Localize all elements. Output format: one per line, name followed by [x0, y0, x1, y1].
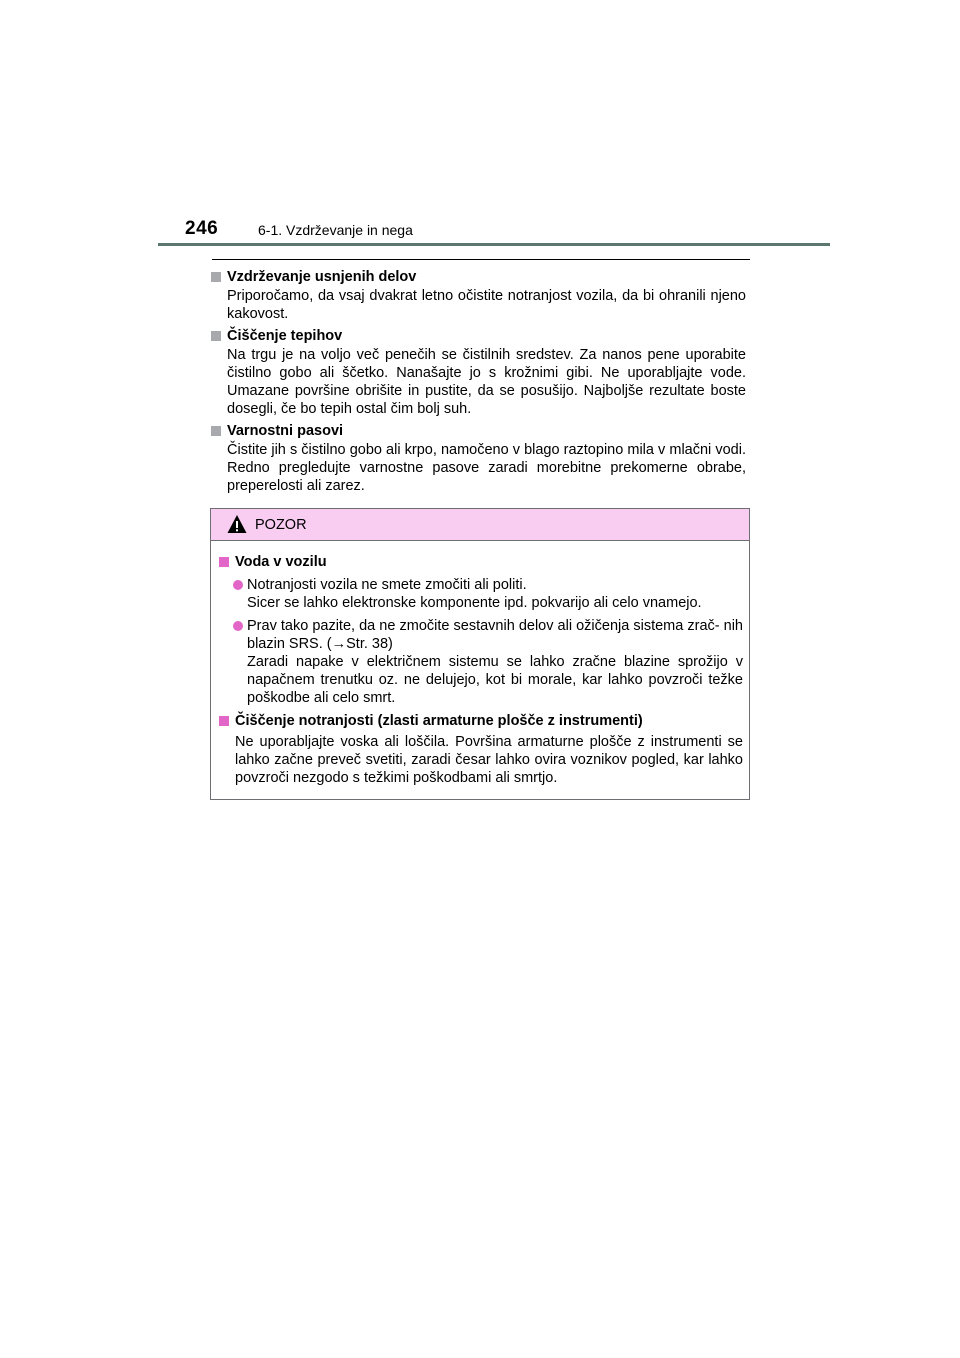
warning-triangle-icon	[227, 514, 247, 534]
warning-heading: Voda v vozilu	[235, 554, 327, 570]
square-bullet-icon	[219, 557, 229, 567]
square-bullet-icon	[219, 716, 229, 726]
section-heading: Varnostni pasovi	[227, 423, 344, 439]
warning-paragraph: Ne uporabljajte voska ali loščila. Površina armaturne plošče z instrumenti se lahko začne preveč svetiti, zaradi česar lahko ovira voznikov pogled, kar lahko povzroči nezgodo s težkimi poškodbami ali smrtjo.	[235, 734, 743, 786]
warning-heading: Čiščenje notranjosti (zlasti armaturne plošče z instrumenti)	[235, 713, 643, 729]
square-bullet-icon	[211, 331, 221, 341]
section-heading: Vzdrževanje usnjenih delov	[227, 269, 417, 285]
section-body: Na trgu je na voljo več penečih se čistilnih sredstev. Za nanos pene uporabite čistilno gobo ali ščetko. Nanašajte jo s krožnimi gibi. Ne uporabljajte vode. Umazane površine obrišite in pustite, da se posušijo. Najboljše rezultate boste dosegli, če bo tepih ostal čim bolj suh.	[227, 347, 746, 417]
content-divider	[212, 259, 750, 260]
warning-item: Prav tako pazite, da ne zmočite sestavnih delov ali ožičenja sistema zrač- nih blazin SRS. (→Str. 38) Zaradi napake v električnem sistemu se lahko zračne blazine sprožijo v napačnem trenutku oz. ne delujejo, kot bi morale, kar lahko povzroči težke poškodbe ali celo smrt.	[218, 617, 743, 707]
square-bullet-icon	[211, 272, 221, 282]
warning-item: Notranjosti vozila ne smete zmočiti ali politi. Sicer se lahko elektronske komponente ipd. pokvarijo ali celo vnamejo.	[218, 576, 743, 612]
section-heading: Čiščenje tepihov	[227, 328, 343, 344]
square-bullet-icon	[211, 426, 221, 436]
section-carpets	[210, 327, 746, 418]
main-content	[210, 264, 746, 499]
warning-title: POZOR	[255, 517, 307, 533]
warning-header	[211, 509, 749, 541]
circle-bullet-icon	[233, 580, 243, 590]
section-seatbelts	[210, 422, 746, 495]
section-body: Priporočamo, da vsaj dvakrat letno očistite notranjost vozila, da bi ohranili njeno kakovost.	[227, 288, 746, 322]
warning-box	[210, 508, 750, 800]
section-leather	[210, 268, 746, 323]
section-title: 6-1. Vzdrževanje in nega	[258, 222, 413, 238]
arrow-icon: →	[331, 636, 347, 652]
section-body: Čistite jih s čistilno gobo ali krpo, namočeno v blago raztopino mila v mlačni vodi. Redno pregledujte varnostne pasove zaradi morebitne prekomerne obrabe, preperelosti ali zarez.	[227, 442, 746, 494]
warning-body	[211, 541, 749, 787]
page-number: 246	[185, 218, 219, 239]
header-divider	[158, 243, 830, 246]
page-reference: Str. 38)	[346, 636, 393, 652]
circle-bullet-icon	[233, 621, 243, 631]
